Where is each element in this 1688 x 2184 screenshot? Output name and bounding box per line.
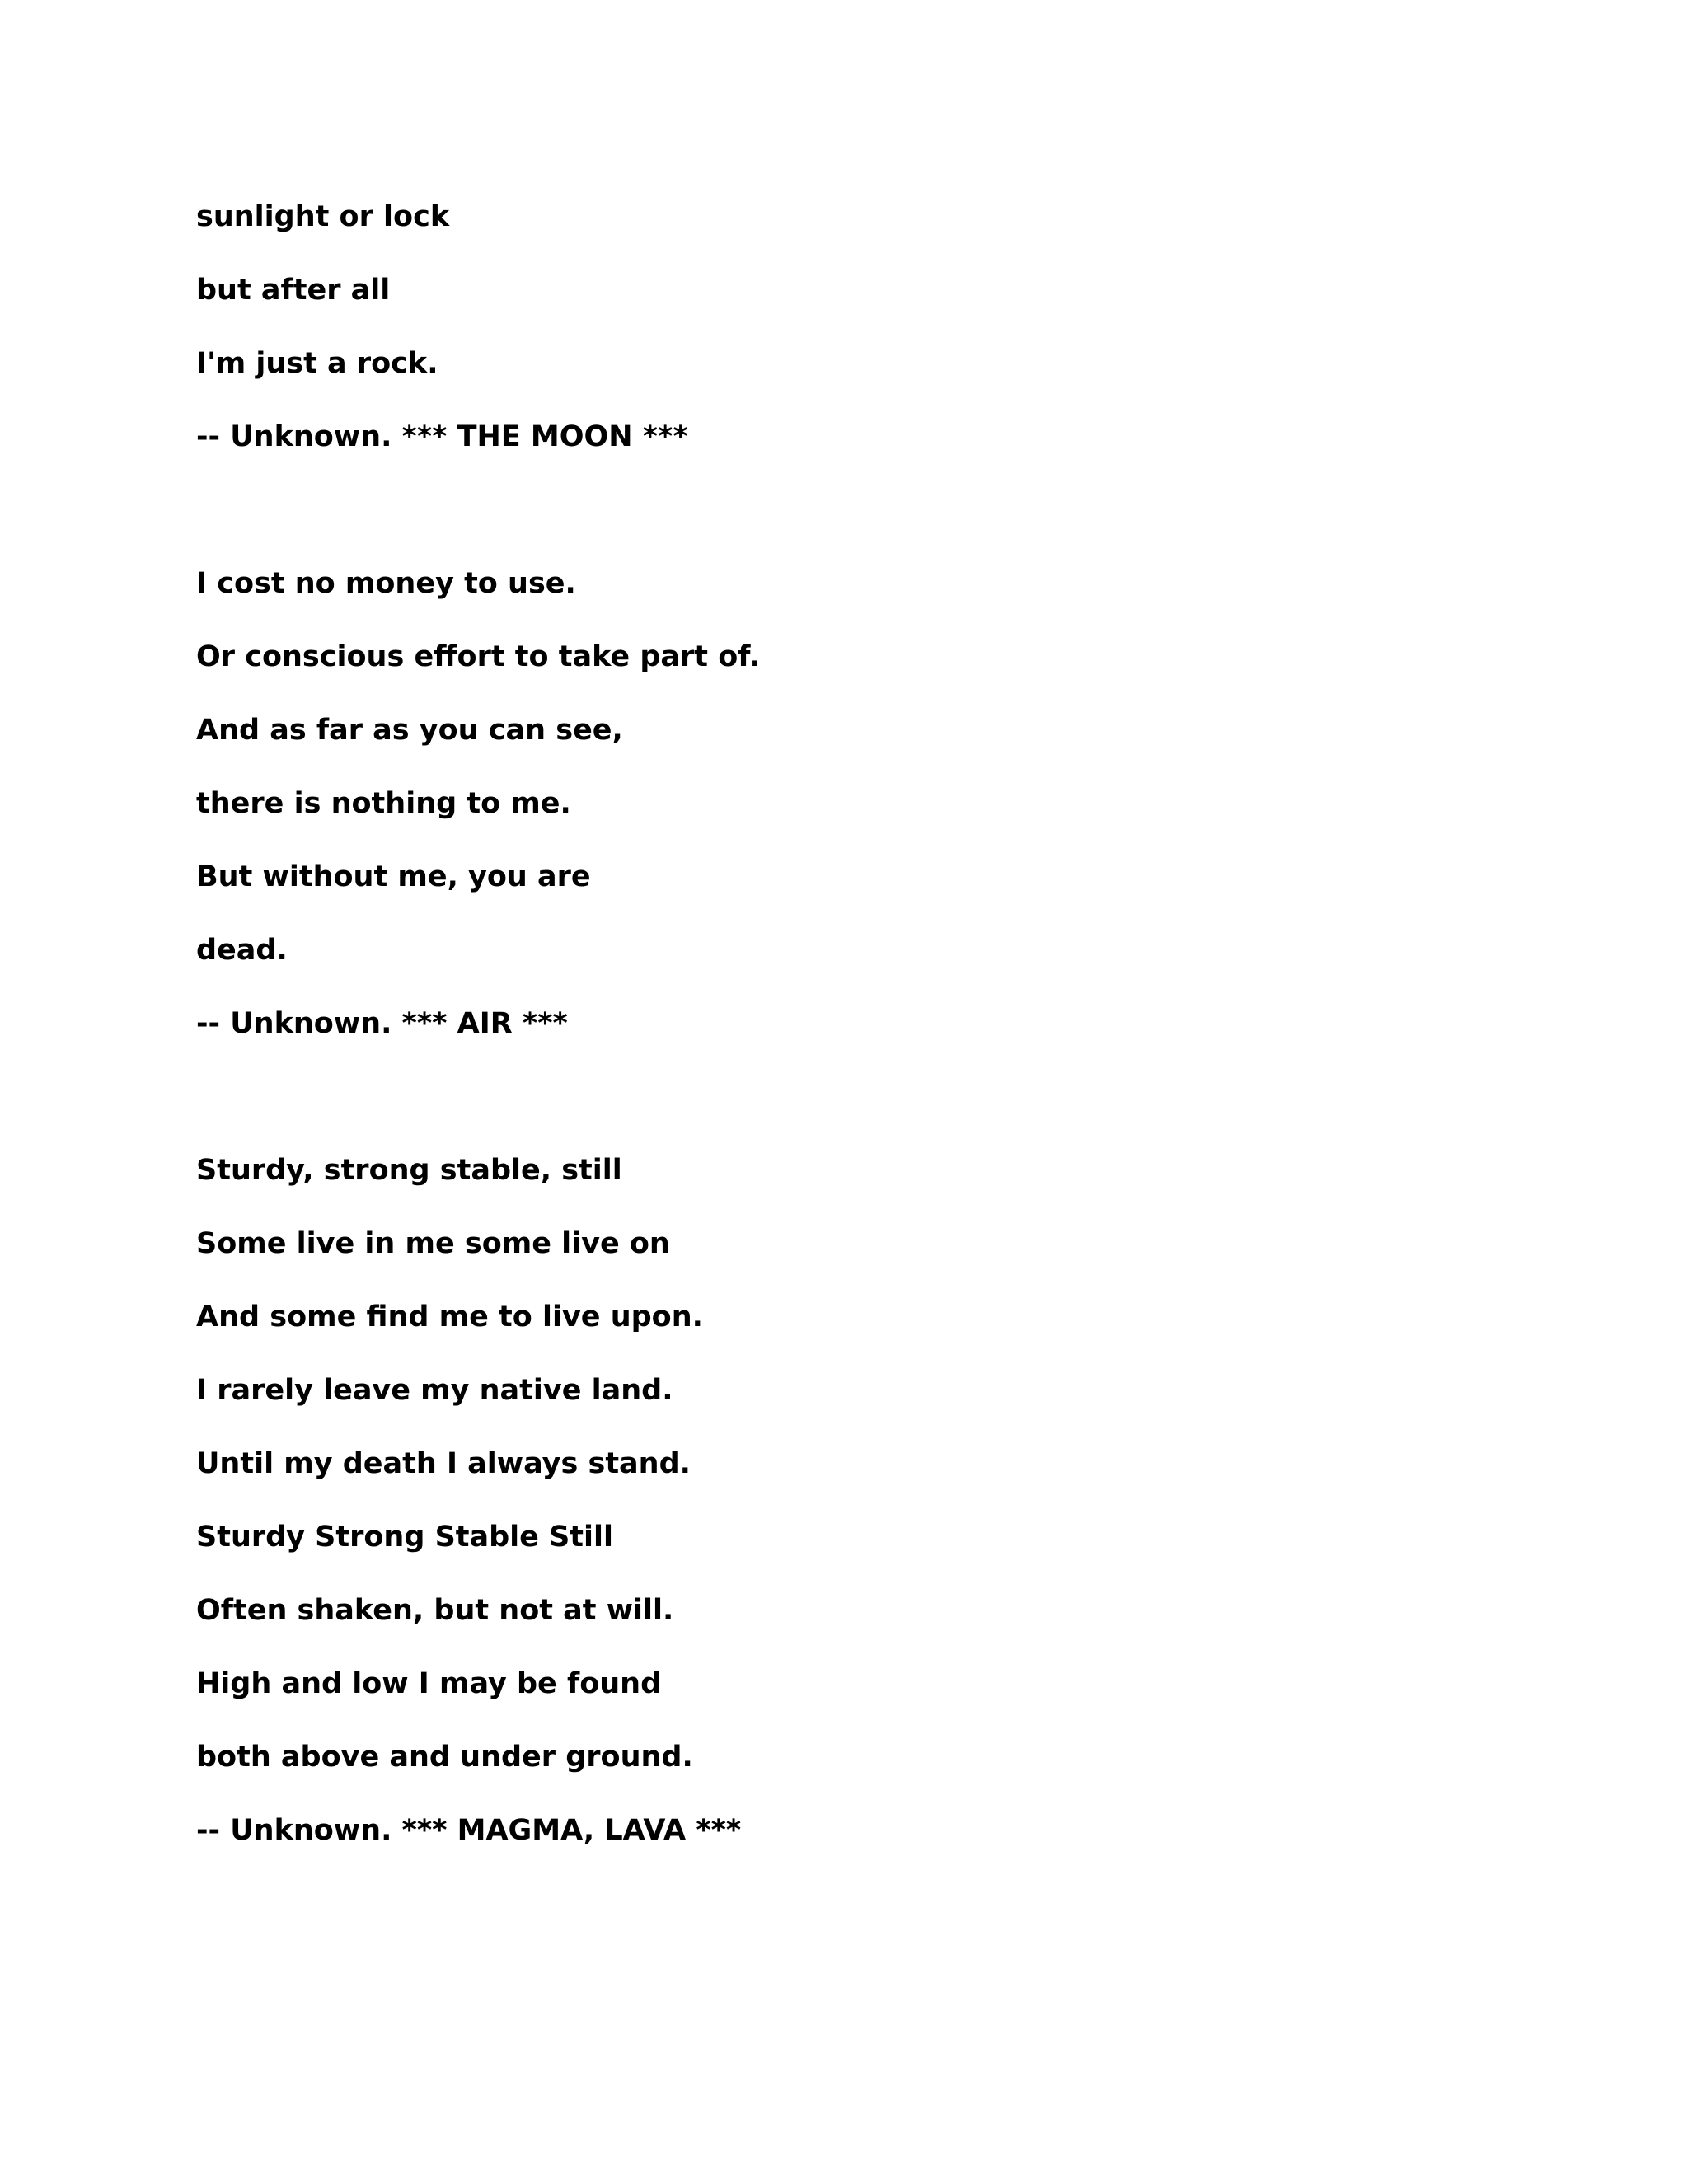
poem-line: but after all bbox=[196, 274, 391, 307]
poem-line: dead. bbox=[196, 934, 288, 967]
poem-attribution: -- Unknown. *** MAGMA, LAVA *** bbox=[196, 1814, 742, 1847]
poem-line: And as far as you can see, bbox=[196, 714, 623, 747]
poem-line: And some find me to live upon. bbox=[196, 1301, 703, 1333]
poem-line: Sturdy Strong Stable Still bbox=[196, 1521, 614, 1554]
poem-line: sunlight or lock bbox=[196, 200, 450, 233]
poem-line: Or conscious effort to take part of. bbox=[196, 640, 760, 673]
poem-content bbox=[196, 196, 1482, 1883]
stanza-moon bbox=[196, 196, 1482, 490]
poem-line: Often shaken, but not at will. bbox=[196, 1594, 674, 1627]
poem-line: Sturdy, strong stable, still bbox=[196, 1154, 622, 1187]
poem-line: Some live in me some live on bbox=[196, 1227, 670, 1260]
stanza-magma bbox=[196, 1150, 1482, 1883]
poem-line: I cost no money to use. bbox=[196, 567, 576, 600]
poem-line: But without me, you are bbox=[196, 860, 591, 893]
poem-line: I'm just a rock. bbox=[196, 347, 438, 380]
poem-line: I rarely leave my native land. bbox=[196, 1374, 673, 1407]
poem-line: both above and under ground. bbox=[196, 1741, 693, 1774]
poem-attribution: -- Unknown. *** AIR *** bbox=[196, 1007, 568, 1040]
poem-line: Until my death I always stand. bbox=[196, 1447, 691, 1480]
poem-line: High and low I may be found bbox=[196, 1667, 662, 1700]
stanza-air bbox=[196, 563, 1482, 1076]
stanza-separator bbox=[196, 1076, 1482, 1150]
stanza-separator bbox=[196, 490, 1482, 563]
poem-line: there is nothing to me. bbox=[196, 787, 571, 820]
poem-attribution: -- Unknown. *** THE MOON *** bbox=[196, 420, 688, 453]
